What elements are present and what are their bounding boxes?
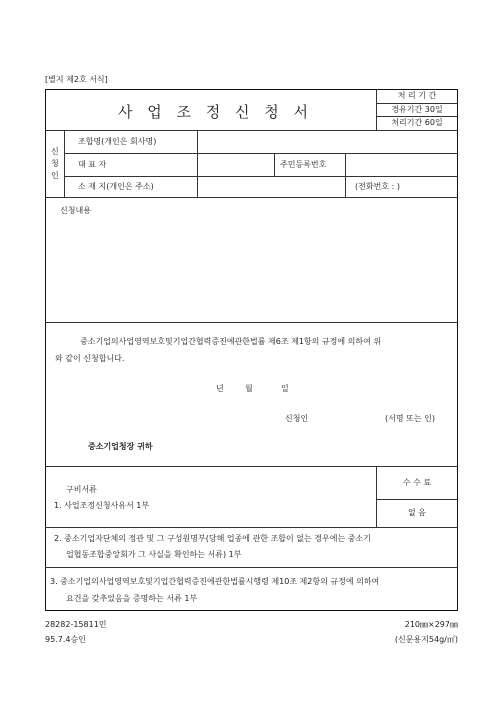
addressee: 중소기업청장 귀하 (88, 442, 153, 451)
divider (45, 197, 458, 198)
date-year-label: 년 (216, 384, 224, 393)
form-number-label: [별지 제2호 서식] (45, 75, 108, 84)
fee-header: 수 수 료 (402, 478, 432, 487)
document-item-3-line-2: 요건을 갖추었음을 증명하는 서류 1부 (66, 594, 198, 603)
applicant-sign-label: 신청인 (285, 414, 309, 423)
phone-label: (전화번호 : ) (355, 182, 400, 191)
divider (45, 527, 458, 528)
processing-period-header: 처 리 기 간 (397, 91, 437, 100)
date-day-label: 일 (281, 384, 289, 393)
address-field[interactable] (198, 177, 344, 196)
document-item-2-line-2: 업협동조합중앙회가 그 사실을 확인하는 서류) 1부 (66, 550, 242, 559)
divider (376, 499, 458, 500)
applicant-side-label-1: 신 (51, 147, 59, 156)
divider (376, 466, 377, 527)
statement-line-1: 중소기업의사업영역보호및기업간협력증진에관한법률 제6조 제1항의 규정에 의하여 위 (80, 337, 382, 346)
divider (45, 567, 458, 568)
transit-period: 경유기간 30일 (391, 105, 443, 114)
signature-or-seal-label: (서명 또는 인) (385, 414, 435, 423)
content-field[interactable] (46, 218, 457, 321)
divider (45, 466, 458, 467)
applicant-side-label-2: 청 (51, 159, 59, 168)
union-name-field[interactable] (198, 131, 457, 152)
paper-size: 210㎜×297㎜ (404, 620, 458, 629)
divider (376, 116, 458, 117)
divider (45, 322, 458, 323)
paper-type: (신문용지54g/㎡) (394, 635, 458, 644)
page-title: 사 업 조 정 신 청 서 (118, 103, 314, 121)
divider (64, 130, 65, 197)
date-month-label: 월 (245, 384, 253, 393)
divider (274, 153, 275, 176)
content-label: 신청내용 (60, 206, 91, 215)
representative-field[interactable] (198, 154, 273, 175)
required-documents-header: 구비서류 (66, 485, 97, 494)
footer-approval: 95.7.4승인 (45, 635, 86, 644)
document-item-2-line-1: 2. 중소기업자단체의 정관 및 그 구성원명부(당해 업종에 관한 조합이 없는 경우에는 중소기 (54, 534, 371, 543)
document-item-1: 1. 사업조정신청사유서 1부 (54, 501, 150, 510)
representative-label: 대 표 자 (78, 160, 107, 169)
divider (376, 103, 458, 104)
address-label: 소 재 지(개인은 주소) (78, 182, 154, 191)
resident-number-label: 주민등록번호 (280, 160, 327, 169)
fee-value: 없 음 (408, 508, 426, 517)
statement-line-2: 와 같이 신청합니다. (55, 354, 125, 363)
footer-code: 28282-15811민 (45, 620, 107, 629)
union-name-label: 조합명(개인은 회사명) (78, 137, 157, 146)
processing-period: 처리기간 60일 (391, 118, 443, 127)
document-item-3-line-1: 3. 중소기업의사업영역보호및기업간협력증진에관한법률시행령 제10조 제2항의 규정에 의하여 (50, 577, 380, 586)
applicant-side-label-3: 인 (51, 171, 59, 180)
resident-number-field[interactable] (346, 154, 457, 175)
